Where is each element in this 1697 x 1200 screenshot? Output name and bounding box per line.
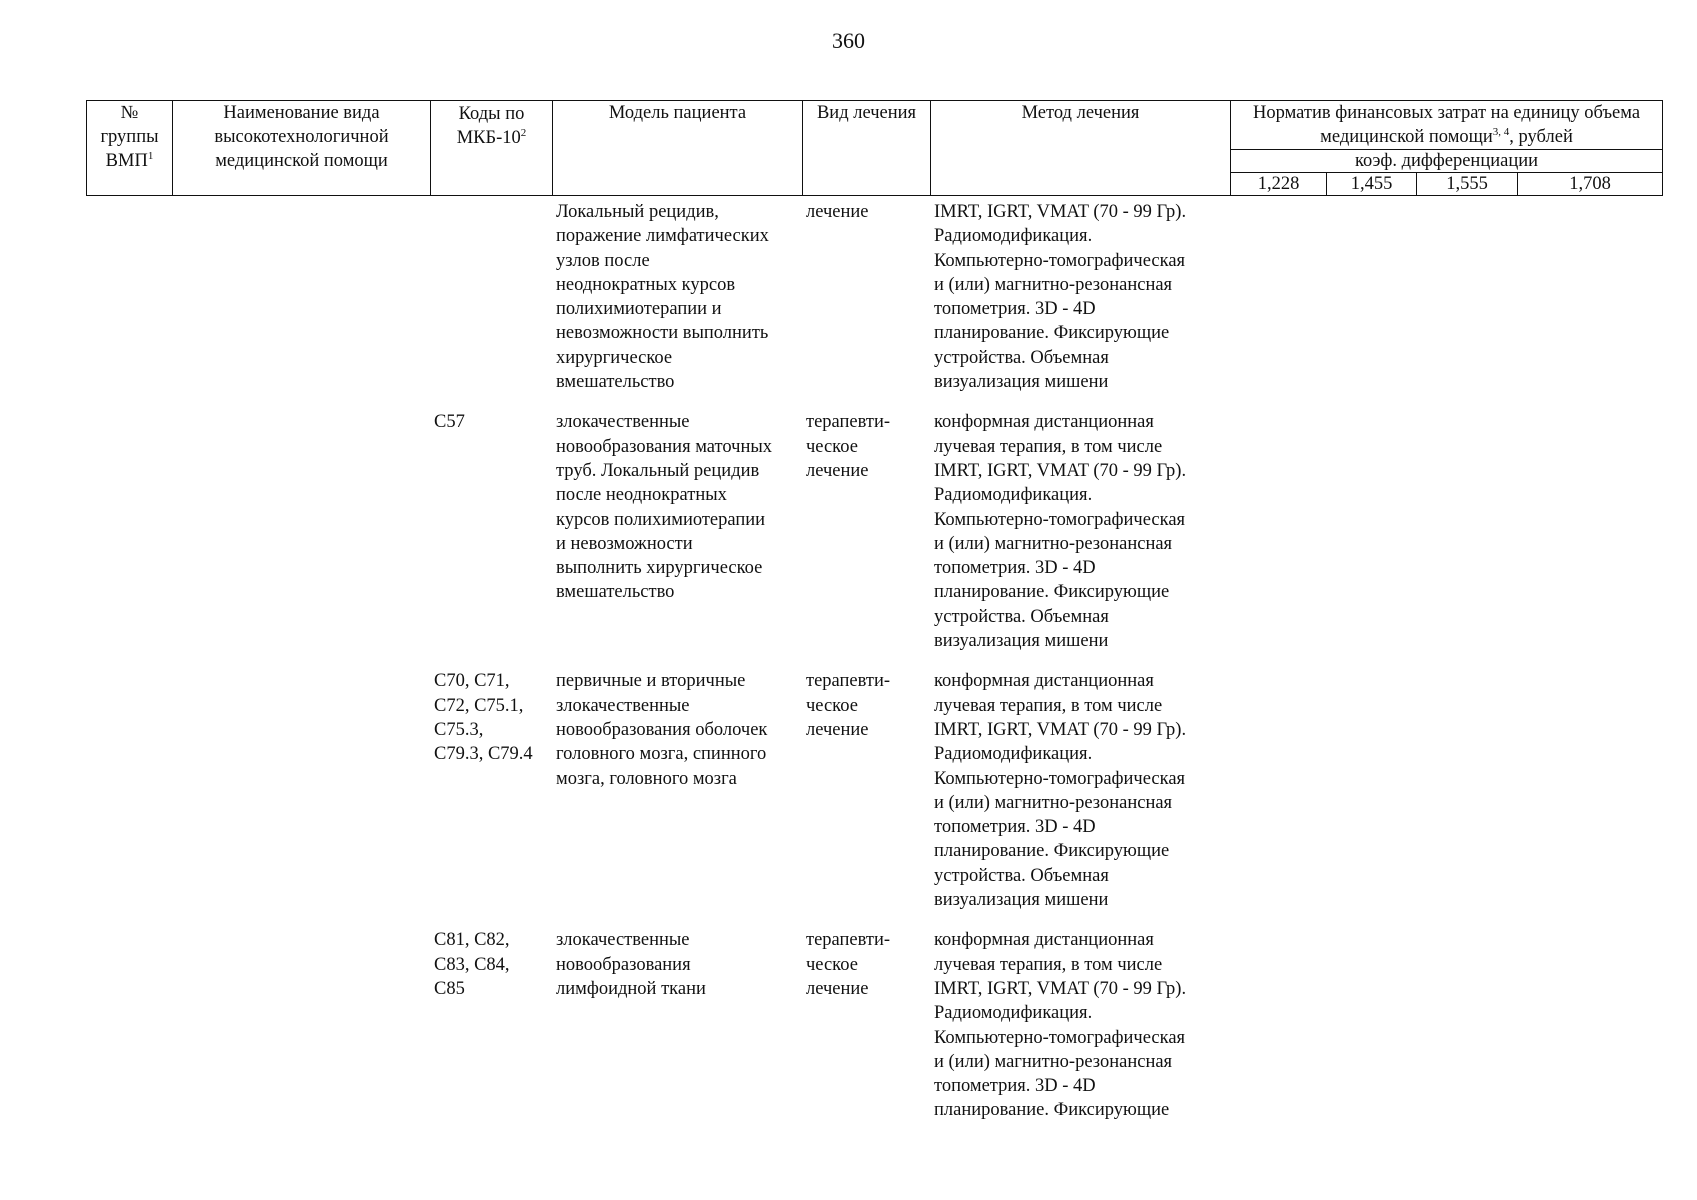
treatment-type-cell: терапевти- ческое лечение <box>806 671 891 740</box>
treatment-type-cell: терапевти- ческое лечение <box>806 930 891 999</box>
table-row <box>86 669 1662 928</box>
table-body <box>86 200 1662 1139</box>
table-row <box>86 410 1662 669</box>
header-coef-value: 1,455 <box>1327 173 1417 196</box>
header-icd-codes: Коды по МКБ-$10^2$ <box>431 101 553 196</box>
header-coef-value: 1,555 <box>1417 173 1518 196</box>
table-header <box>86 100 1663 196</box>
icd-codes-cell: C57 <box>434 412 465 433</box>
treatment-method-cell: конформная дистанционная лучевая терапия, в том числе IMRT, IGRT, VMAT (70 - 99 Гр). Радиомодификация. Компьютерно-томографическая и (или) магнитно-резонансная топометрия. 3D - 4D планирование. Фиксирующие <box>934 930 1187 1121</box>
header-treatment-type: Вид лечения <box>803 101 931 196</box>
patient-model-cell: первичные и вторичные злокачественные новообразования оболочек головного мозга, спинного мозга, головного мозга <box>556 671 768 789</box>
header-care-type-name: Наименование вида высокотехнологичной медицинской помощи <box>173 101 431 196</box>
header-patient-model: Модель пациента <box>553 101 803 196</box>
header-treatment-method: Метод лечения <box>931 101 1231 196</box>
icd-codes-cell: C81, C82, C83, C84, C85 <box>434 930 510 999</box>
table-row <box>86 200 1662 410</box>
treatment-method-cell: конформная дистанционная лучевая терапия, в том числе IMRT, IGRT, VMAT (70 - 99 Гр). Радиомодификация. Компьютерно-томографическая и (или) магнитно-резонансная топометрия. 3D - 4D планирование. Фиксирующие устройства. Объемная визуализация мишени <box>934 671 1187 911</box>
page-number: 360 <box>832 28 865 53</box>
patient-model-cell: злокачественные новообразования лимфоидной ткани <box>556 930 706 999</box>
header-coef-value: 1,228 <box>1231 173 1327 196</box>
header-cost-standard: Норматив финансовых затрат на единицу объема медицинской помощи$^{3, 4}$, рублей <box>1231 101 1663 150</box>
treatment-method-cell: IMRT, IGRT, VMAT (70 - 99 Гр). Радиомодификация. Компьютерно-томографическая и (или) магнитно-резонансная топометрия. 3D - 4D планирование. Фиксирующие устройства. Объемная визуализация мишени <box>934 202 1187 393</box>
treatment-type-cell: лечение <box>806 202 869 222</box>
table-row <box>86 928 1662 1138</box>
treatment-type-cell: терапевти- ческое лечение <box>806 412 891 481</box>
header-coef-label: коэф. дифференциации <box>1231 150 1663 173</box>
treatment-method-cell: конформная дистанционная лучевая терапия, в том числе IMRT, IGRT, VMAT (70 - 99 Гр). Радиомодификация. Компьютерно-томографическая и (или) магнитно-резонансная топометрия. 3D - 4D планирование. Фиксирующие устройства. Объемная визуализация мишени <box>934 412 1187 652</box>
patient-model-cell: злокачественные новообразования маточных труб. Локальный рецидив после неоднократных курсов полихимиотерапии и невозможности выполнить хирургическое вмешательство <box>556 412 773 603</box>
header-coef-value: 1,708 <box>1518 173 1663 196</box>
icd-codes-cell <box>430 200 552 410</box>
header-group-number: № группы ВМП$^1$ <box>87 101 173 196</box>
icd-codes-cell: C70, C71, C72, C75.1, C75.3, C79.3, C79.4 <box>434 671 533 765</box>
patient-model-cell: Локальный рецидив, поражение лимфатических узлов после неоднократных курсов полихимиотерапии и невозможности выполнить хирургическое вмешательство <box>556 202 769 393</box>
